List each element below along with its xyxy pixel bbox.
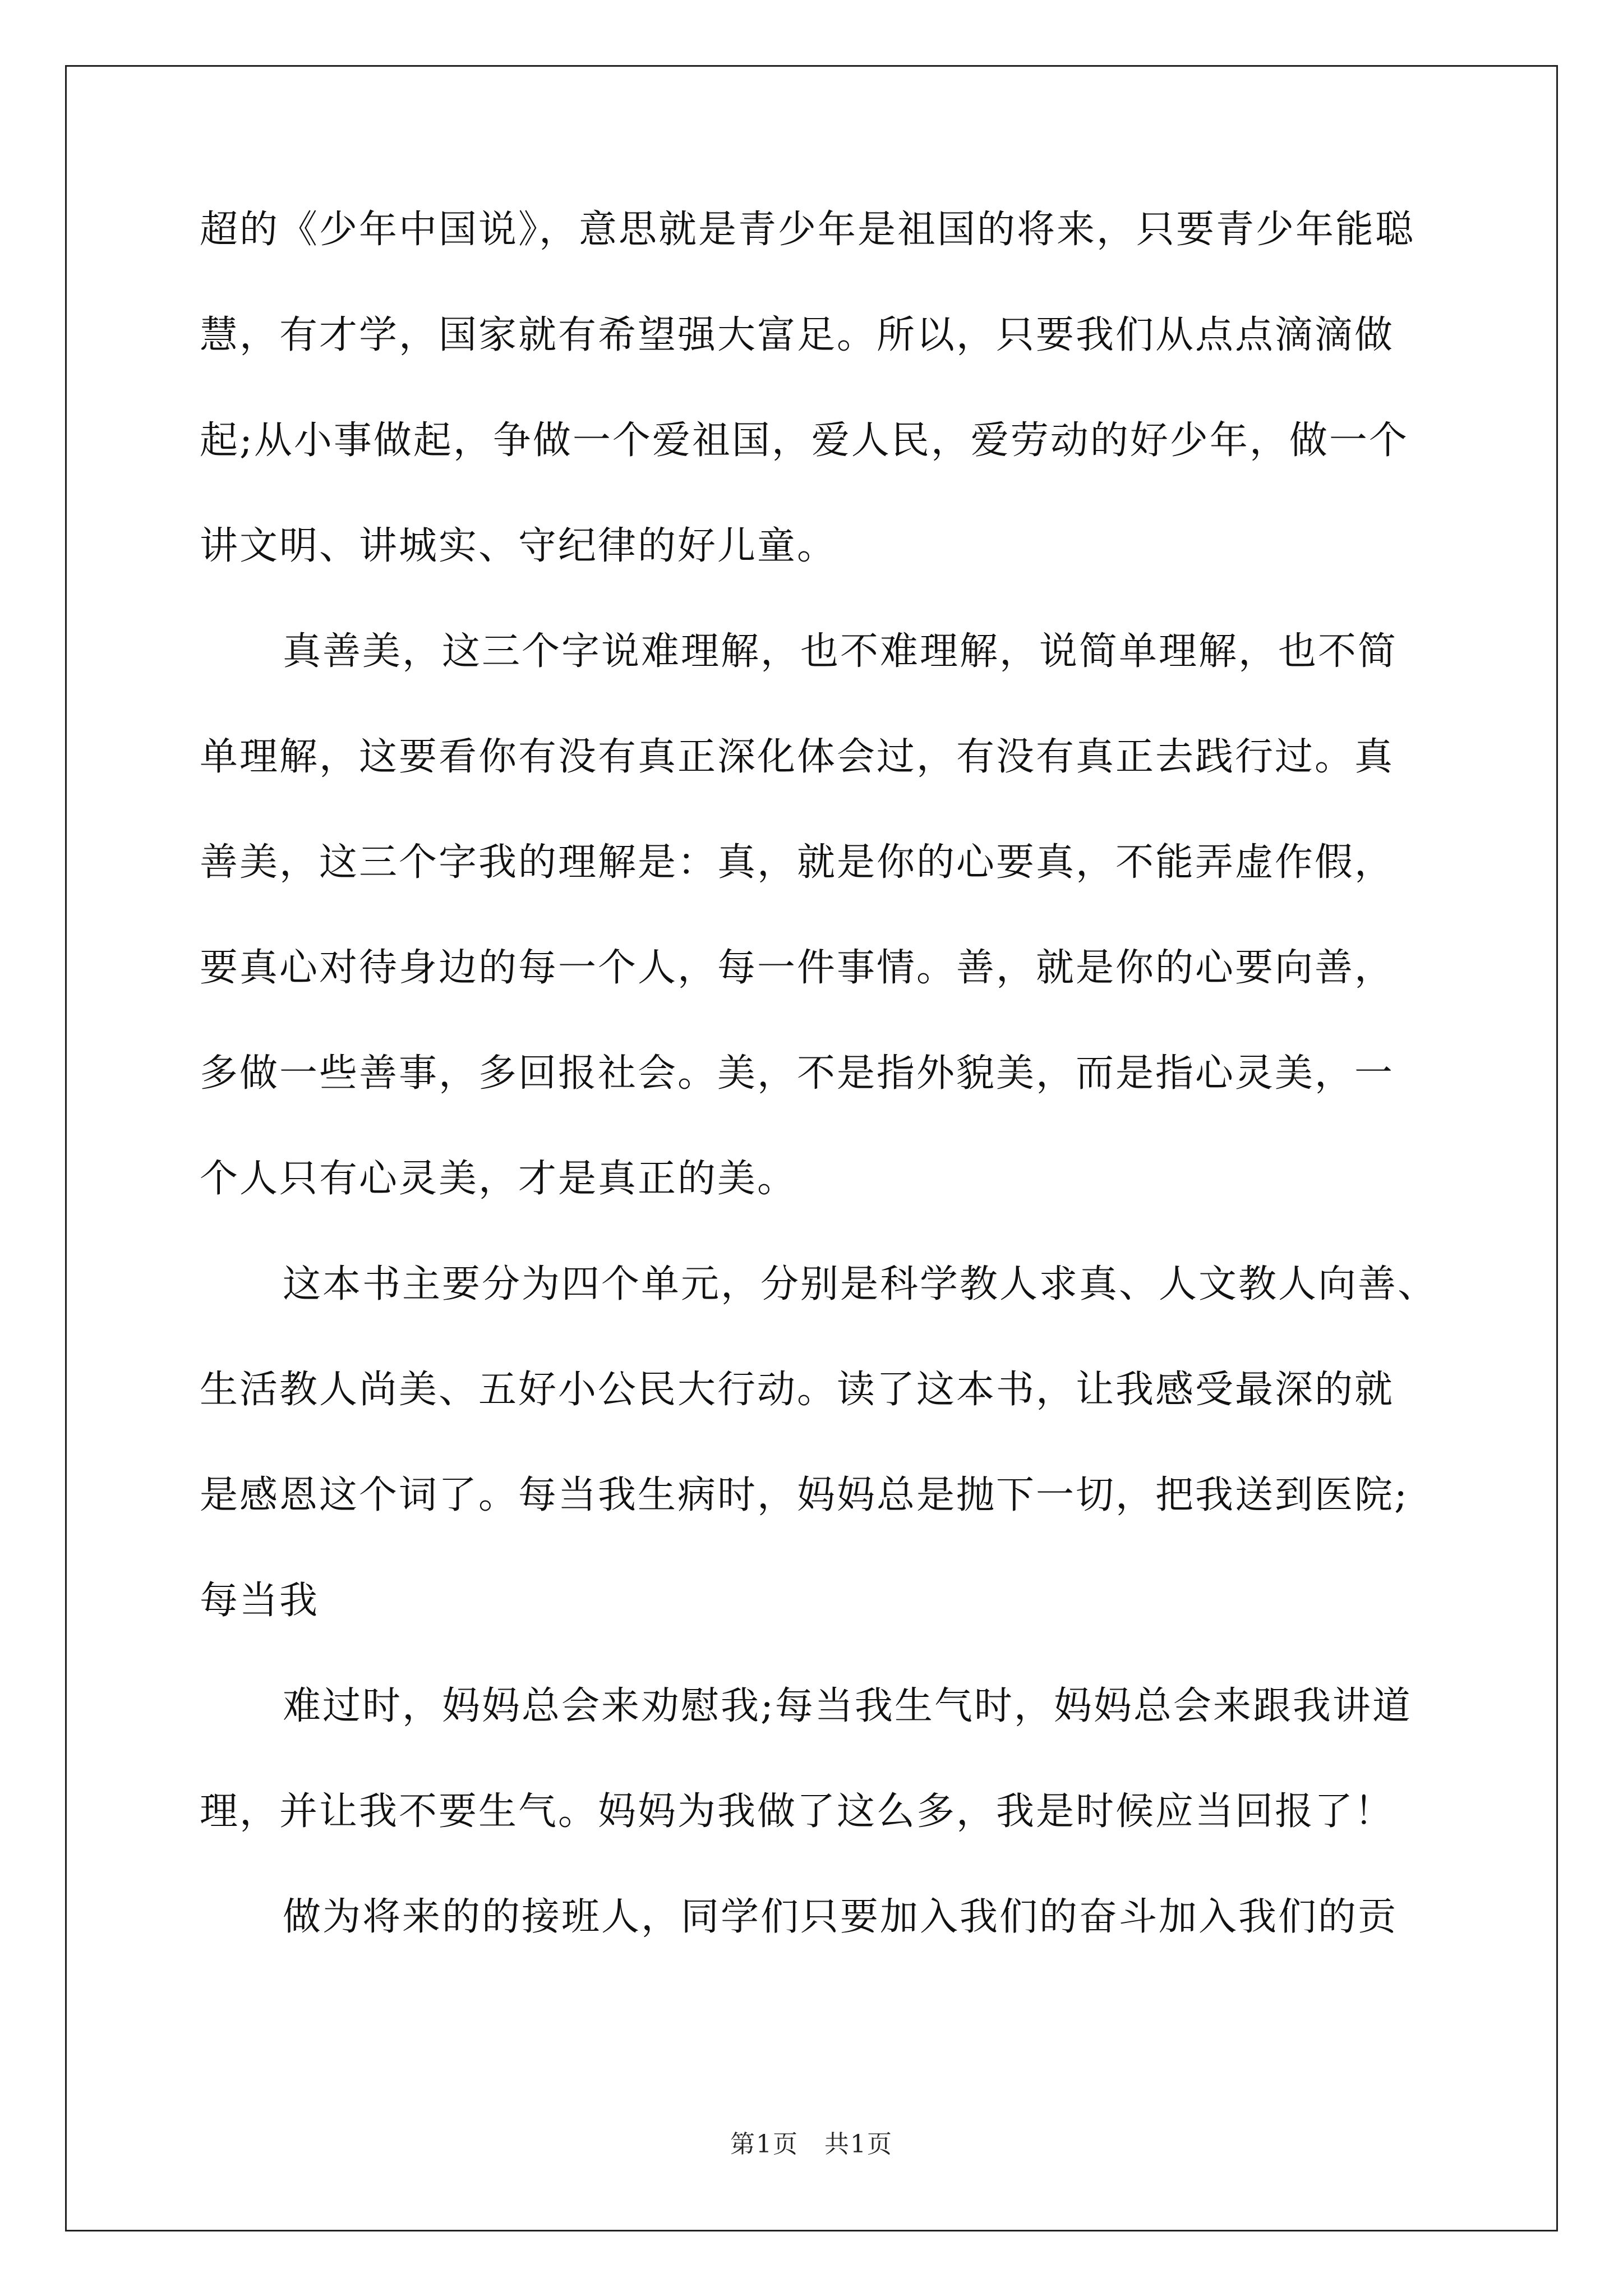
paragraph-first-line: 难过时，妈妈总会来劝慰我;每当我生气时，妈妈总会来跟我讲道 <box>283 1684 1412 1728</box>
text-line: 个人只有心灵美，才是真正的美。 <box>200 1157 797 1201</box>
paragraph-first-line: 真善美，这三个字说难理解，也不难理解，说简单理解，也不简 <box>283 629 1398 674</box>
text-line: 是感恩这个词了。每当我生病时，妈妈总是抛下一切，把我送到医院; <box>200 1473 1409 1517</box>
text-line: 多做一些善事，多回报社会。美，不是指外貌美，而是指心灵美，一 <box>200 1051 1395 1096</box>
text-line: 每当我 <box>200 1579 320 1623</box>
text-line: 善美，这三个字我的理解是：真，就是你的心要真，不能弄虚作假， <box>200 840 1395 885</box>
paragraph-first-line: 这本书主要分为四个单元，分别是科学教人求真、人文教人向善、 <box>283 1262 1438 1306</box>
text-line: 理，并让我不要生气。妈妈为我做了这么多，我是时候应当回报了！ <box>200 1789 1395 1834</box>
text-line: 超的《少年中国说》，意思就是青少年是祖国的将来，只要青少年能聪 <box>200 208 1415 252</box>
text-line: 单理解，这要看你有没有真正深化体会过，有没有真正去践行过。真 <box>200 735 1395 779</box>
paragraph-first-line: 做为将来的的接班人，同学们只要加入我们的奋斗加入我们的贡 <box>283 1895 1398 1939</box>
text-line: 要真心对待身边的每一个人，每一件事情。善，就是你的心要向善， <box>200 946 1395 990</box>
text-line: 慧，有才学，国家就有希望强大富足。所以，只要我们从点点滴滴做 <box>200 313 1395 357</box>
text-line: 生活教人尚美、五好小公民大行动。读了这本书，让我感受最深的就 <box>200 1368 1395 1412</box>
text-line: 讲文明、讲城实、守纪律的好儿童。 <box>200 524 837 568</box>
page-number-footer: 第1页 共1页 <box>730 2130 893 2159</box>
text-line: 起;从小事做起，争做一个爱祖国，爱人民，爱劳动的好少年，做一个 <box>200 418 1409 463</box>
